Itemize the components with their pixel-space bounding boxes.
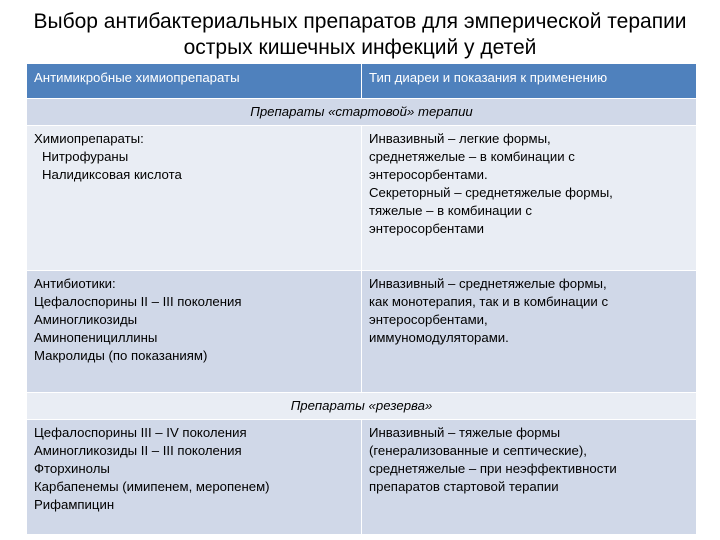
cell-line: Антибиотики:: [34, 276, 116, 291]
cell-line: как монотерапия, так и в комбинации с: [369, 294, 609, 309]
cell-line: Нитрофураны: [42, 149, 129, 164]
cell-line: Цефалоспорины III – IV поколения: [34, 425, 247, 440]
cell-line: Карбапенемы (имипенем, меропенем): [34, 479, 270, 494]
section-row-start: [27, 99, 697, 126]
cell-line: Фторхинолы: [34, 461, 110, 476]
row1-drugs: [27, 126, 362, 271]
cell-line: Инвазивный – среднетяжелые формы,: [369, 276, 607, 291]
antibacterial-table: [26, 63, 697, 535]
cell-line: Рифампицин: [34, 497, 115, 512]
cell-line: Химиопрепараты:: [34, 131, 144, 146]
table-row: [27, 420, 697, 535]
section-row-reserve: [27, 393, 697, 420]
cell-line: препаратов стартовой терапии: [369, 479, 559, 494]
title-line-2: острых кишечных инфекций у детей: [183, 36, 537, 59]
header-diarrhea-type: Тип диареи и показания к применению: [362, 64, 697, 99]
section-reserve-drugs: Препараты «резерва»: [27, 393, 697, 420]
cell-line: энтеросорбентами,: [369, 312, 488, 327]
cell-line: Инвазивный – тяжелые формы: [369, 425, 561, 440]
cell-line: Налидиксовая кислота: [42, 167, 182, 182]
cell-line: Цефалоспорины II – III поколения: [34, 294, 242, 309]
table-header-row: [27, 64, 697, 99]
table-row: [27, 126, 697, 271]
title-line-1: Выбор антибактериальных препаратов для эмперической терапии: [33, 10, 687, 33]
section-start-therapy: Препараты «стартовой» терапии: [27, 99, 697, 126]
cell-line: среднетяжелые – в комбинации с: [369, 149, 575, 164]
table-row: [27, 271, 697, 393]
row1-indications: [362, 126, 697, 271]
cell-line: энтеросорбентами.: [369, 167, 488, 182]
cell-line: Секреторный – среднетяжелые формы,: [369, 185, 613, 200]
cell-line: иммуномодуляторами.: [369, 330, 509, 345]
cell-line: тяжелые – в комбинации с: [369, 203, 532, 218]
row3-drugs: [27, 420, 362, 535]
header-antimicrobials: Антимикробные химиопрепараты: [27, 64, 362, 99]
row2-indications: [362, 271, 697, 393]
cell-line: Аминопенициллины: [34, 330, 158, 345]
cell-line: среднетяжелые – при неэффективности: [369, 461, 617, 476]
slide-title: [0, 9, 720, 61]
cell-line: Аминогликозиды II – III поколения: [34, 443, 242, 458]
cell-line: Макролиды (по показаниям): [34, 348, 208, 363]
cell-line: (генерализованные и септические),: [369, 443, 587, 458]
row2-drugs: [27, 271, 362, 393]
cell-line: энтеросорбентами: [369, 221, 484, 236]
cell-line: Аминогликозиды: [34, 312, 138, 327]
row3-indications: [362, 420, 697, 535]
cell-line: Инвазивный – легкие формы,: [369, 131, 551, 146]
